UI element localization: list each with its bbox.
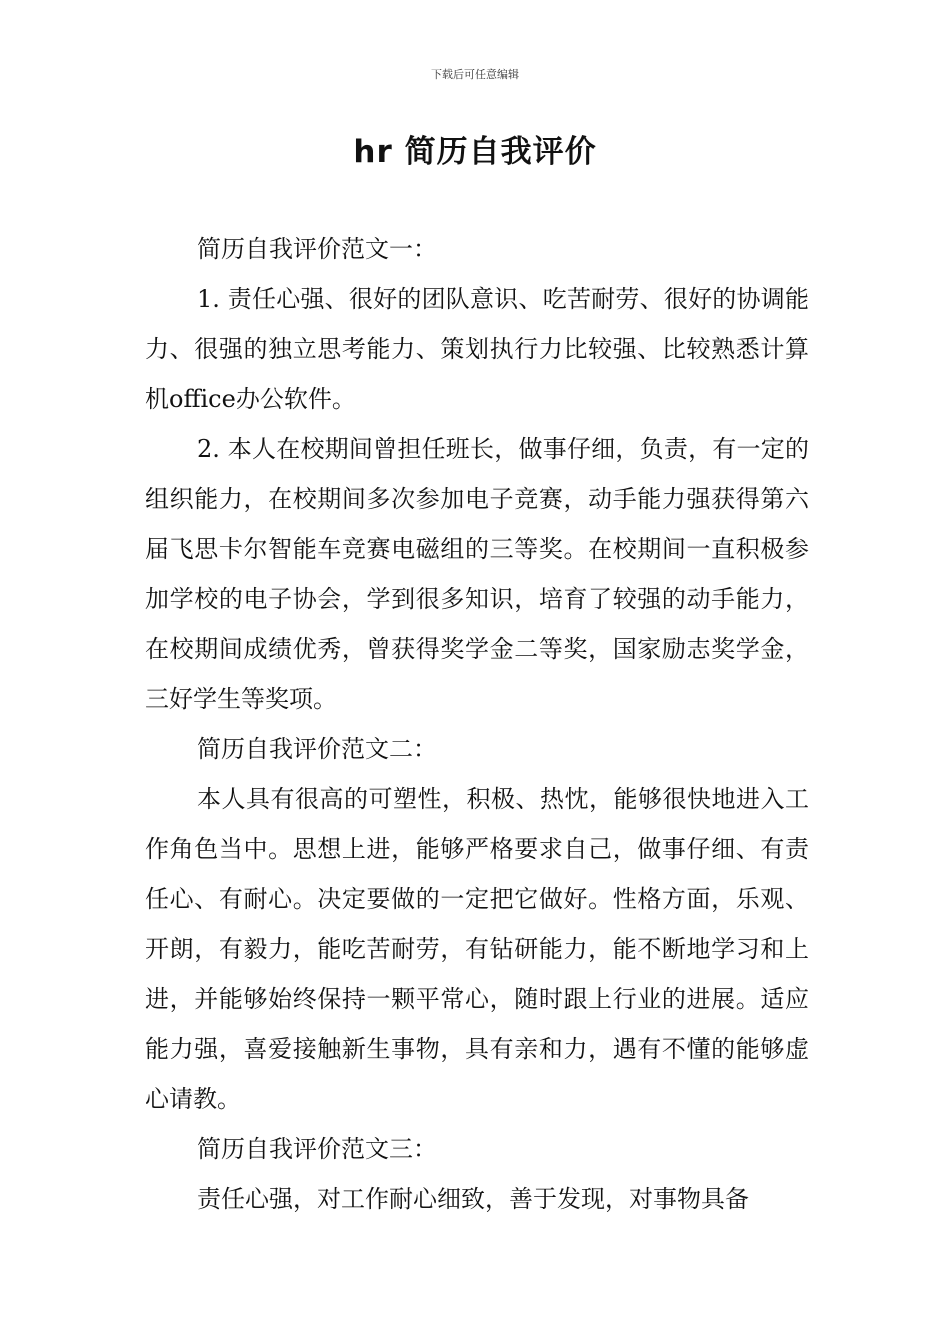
- paragraph-1-1: 1. 责任心强、很好的团队意识、吃苦耐劳、很好的协调能力、很强的独立思考能力、策划执行力比较强、比较熟悉计算机office办公软件。: [145, 285, 809, 413]
- paragraph-2-1: 本人具有很高的可塑性，积极、热忱，能够很快地进入工作角色当中。思想上进，能够严格要求自己，做事仔细、有责任心、有耐心。决定要做的一定把它做好。性格方面，乐观、开朗，有毅力，能吃苦耐劳，有钻研能力，能不断地学习和上进，并能够始终保持一颗平常心，随时跟上行业的进展。适应能力强，喜爱接触新生事物，具有亲和力，遇有不懂的能够虚心请教。: [145, 785, 809, 1113]
- section-label-2: 简历自我评价范文二：: [197, 735, 437, 763]
- section-label-1: 简历自我评价范文一：: [197, 235, 437, 263]
- page-title: hr 简历自我评价: [353, 134, 597, 170]
- paragraph-1-2: 2. 本人在校期间曾担任班长，做事仔细，负责，有一定的组织能力，在校期间多次参加电子竞赛，动手能力强获得第六届飞思卡尔智能车竞赛电磁组的三等奖。在校期间一直积极参加学校的电子协会，学到很多知识，培育了较强的动手能力，在校期间成绩优秀，曾获得奖学金二等奖，国家励志奖学金，三好学生等奖项。: [145, 435, 809, 713]
- paragraph-3-1: 责任心强，对工作耐心细致，善于发现，对事物具备: [197, 1185, 749, 1213]
- header-note: 下载后可任意编辑: [431, 68, 519, 81]
- document-body: [145, 224, 809, 1224]
- section-label-3: 简历自我评价范文三：: [197, 1135, 437, 1163]
